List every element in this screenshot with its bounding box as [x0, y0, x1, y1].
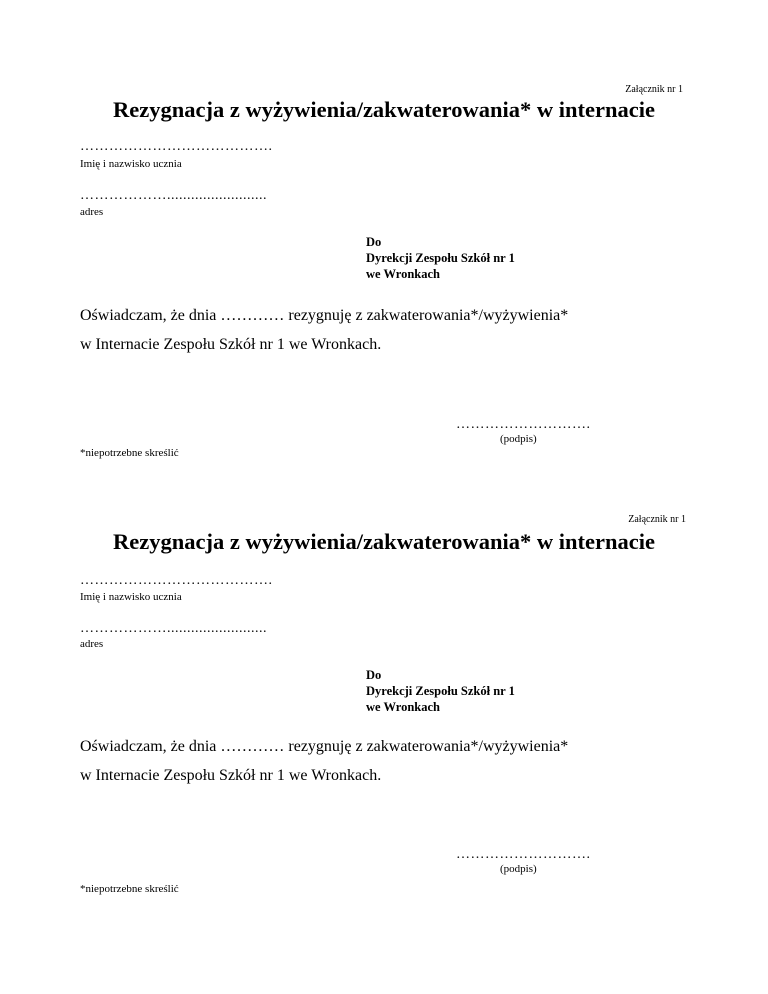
signature-field: ……………………….	[456, 417, 591, 432]
student-name-field: ………………………………….	[80, 573, 273, 588]
signature-caption: (podpis)	[500, 863, 537, 875]
recipient-block	[366, 667, 515, 715]
statement-line-1: Oświadczam, że dnia ………… rezygnuję z zakwaterowania*/wyżywienia*	[80, 738, 569, 755]
address-field: ……………….........................	[80, 621, 267, 636]
recipient-line-3: we Wronkach	[366, 267, 440, 281]
footnote: *niepotrzebne skreślić	[80, 883, 179, 895]
statement-line-1: Oświadczam, że dnia ………… rezygnuję z zakwaterowania*/wyżywienia*	[80, 307, 569, 324]
resignation-form-2	[0, 428, 768, 895]
student-name-caption: Imię i nazwisko ucznia	[80, 158, 182, 170]
signature-field: ……………………….	[456, 847, 591, 862]
footnote: *niepotrzebne skreślić	[80, 447, 179, 459]
recipient-line-1: Do	[366, 668, 382, 682]
annex-label: Załącznik nr 1	[625, 84, 683, 95]
statement-line-2: w Internacie Zespołu Szkół nr 1 we Wronkach.	[80, 336, 382, 353]
recipient-line-1: Do	[366, 235, 382, 249]
recipient-line-2: Dyrekcji Zespołu Szkół nr 1	[366, 251, 515, 265]
form-title: Rezygnacja z wyżywienia/zakwaterowania* w internacie	[113, 97, 655, 122]
form-title: Rezygnacja z wyżywienia/zakwaterowania* w internacie	[113, 529, 655, 554]
recipient-line-3: we Wronkach	[366, 700, 440, 714]
recipient-line-2: Dyrekcji Zespołu Szkół nr 1	[366, 684, 515, 698]
statement-text	[80, 301, 568, 359]
address-field: ……………….........................	[80, 188, 267, 203]
address-caption: adres	[80, 206, 104, 218]
address-caption: adres	[80, 638, 104, 650]
student-name-caption: Imię i nazwisko ucznia	[80, 591, 182, 603]
statement-text	[80, 732, 568, 790]
statement-line-2: w Internacie Zespołu Szkół nr 1 we Wronkach.	[80, 767, 382, 784]
student-name-field: ………………………………….	[80, 139, 273, 154]
resignation-form-1	[0, 0, 768, 459]
annex-label: Załącznik nr 1	[628, 514, 686, 525]
recipient-block	[366, 234, 515, 282]
signature-caption: (podpis)	[500, 433, 537, 445]
